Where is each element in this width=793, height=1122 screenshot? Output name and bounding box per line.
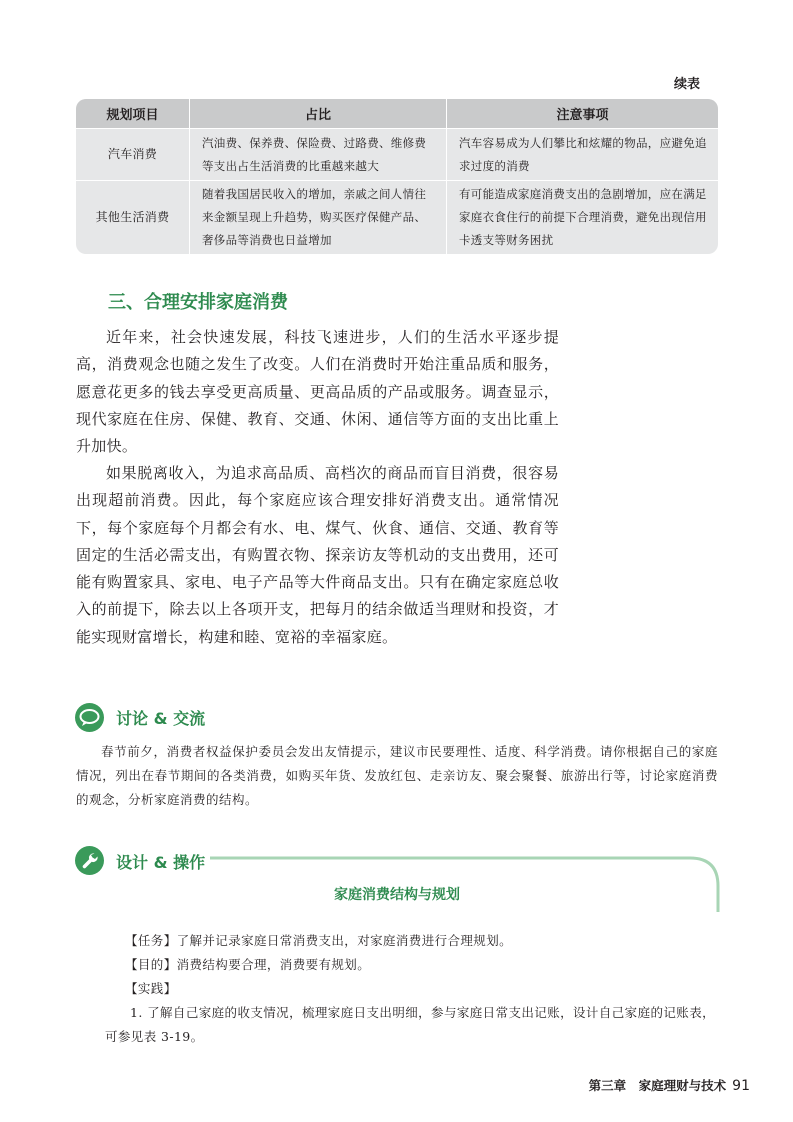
table-header-item: 规划项目 [76,99,190,129]
speech-bubble-icon [75,703,104,732]
table-row [76,129,718,181]
design-task: 【任务】了解并记录家庭日常消费支出，对家庭消费进行合理规划。 [125,933,513,948]
wrench-icon [75,846,104,875]
table-row [76,181,718,254]
table-cell-item: 其他生活消费 [76,181,190,254]
body-paragraph: 近年来，社会快速发展，科技飞速进步，人们的生活水平逐步提高，消费观念也随之发生了改变。人们在消费时开始注重品质和服务，愿意花更多的钱去享受更高质量、更高品质的产品或服务。调查显示，现代家庭在住房、保健、教育、交通、休闲、通信等方面的支出比重上升加快。 [76,328,559,456]
design-subtitle: 家庭消费结构与规划 [334,887,460,903]
table-cell-item: 汽车消费 [76,129,190,181]
table-cell-notes: 汽车容易成为人们攀比和炫耀的物品，应避免追求过度的消费 [447,129,718,181]
page-number: 91 [732,1078,750,1094]
table-header-proportion: 占比 [190,99,447,129]
design-goal: 【目的】消费结构要合理，消费要有规划。 [125,957,371,972]
continued-table-label: 续表 [673,77,700,92]
table-header-notes: 注意事项 [447,99,718,129]
chapter-title: 第三章 家庭理财与技术 [588,1078,727,1093]
body-paragraph: 如果脱离收入，为追求高品质、高档次的商品而盲目消费，很容易出现超前消费。因此，每个家庭应该合理安排好消费支出。通常情况下，每个家庭每个月都会有水、电、煤气、伙食、通信、交通、教育等固定的生活必需支出，有购置衣物、探亲访友等机动的支出费用，还可能有购置家具、家电、电子产品等大件商品支出。只有在确定家庭总收入的前提下，除去以上各项开支，把每月的结余做适当理财和投资，才能实现财富增长，构建和睦、宽裕的幸福家庭。 [76,464,559,646]
planning-table [76,99,718,254]
design-step: 1. 了解自己家庭的收支情况，梳理家庭日支出明细，参与家庭日常支出记账，设计自己家庭的记账表，可参见表 3-19。 [105,1005,715,1044]
discussion-title: 讨论 & 交流 [116,709,206,728]
table-cell-proportion: 汽油费、保养费、保险费、过路费、维修费等支出占生活消费的比重越来越大 [190,129,447,181]
table-cell-proportion: 随着我国居民收入的增加，亲戚之间人情往来金额呈现上升趋势，购买医疗保健产品、奢侈品等消费也日益增加 [190,181,447,254]
section-heading: 三、合理安排家庭消费 [108,292,288,313]
table-header-row [76,99,718,129]
table-cell-notes: 有可能造成家庭消费支出的急剧增加，应在满足家庭衣食住行的前提下合理消费，避免出现信用卡透支等财务困扰 [459,187,707,247]
discussion-body: 春节前夕，消费者权益保护委员会发出友情提示，建议市民要理性、适度、科学消费。请你根据自己的家庭情况，列出在春节期间的各类消费，如购买年货、发放红包、走亲访友、聚会聚餐、旅游出行等，讨论家庭消费的观念，分析家庭消费的结构。 [76,744,718,807]
design-title: 设计 & 操作 [116,853,206,872]
page-footer [520,1076,750,1094]
design-practice: 【实践】 [125,981,177,996]
